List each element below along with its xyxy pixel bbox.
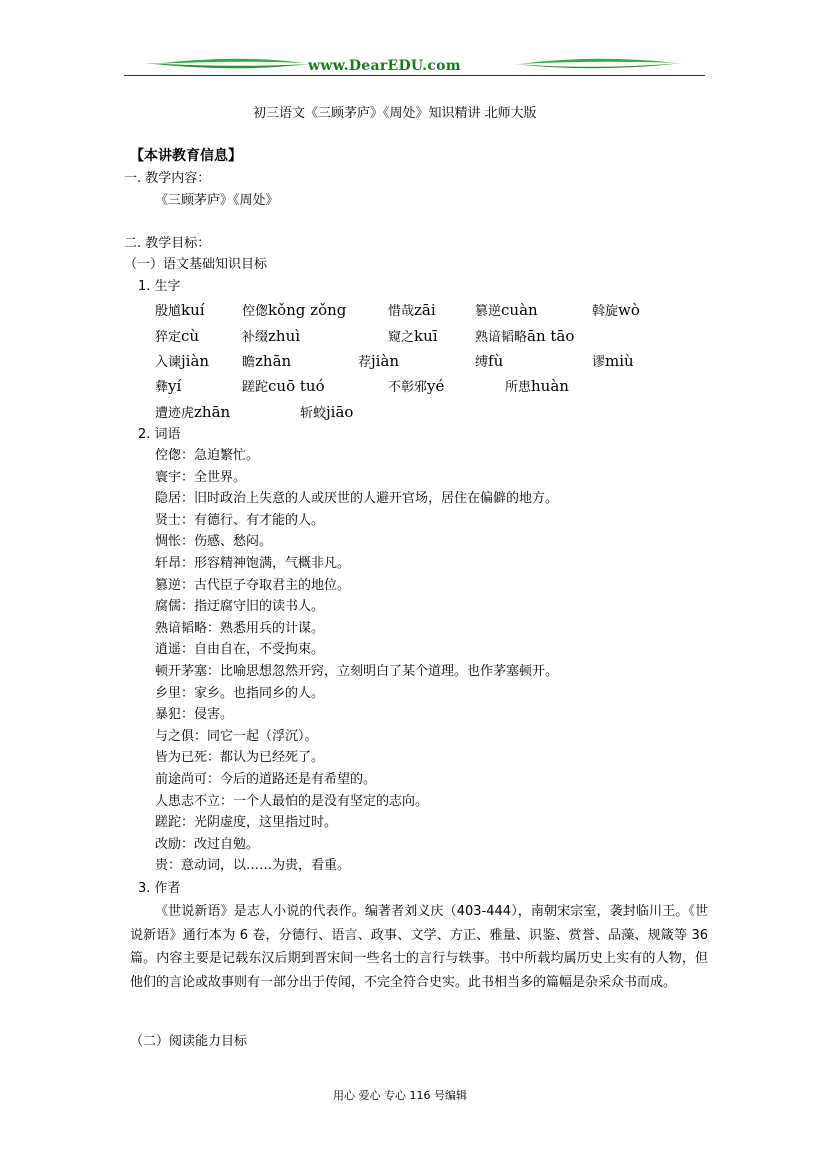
vocab-pinyin: ān tāo [527, 327, 575, 345]
vocab-pinyin: wò [618, 301, 640, 319]
vocab-hanzi: 谬 [592, 355, 606, 370]
page-footer: 用心 爱心 专心 116 号编辑 [333, 1089, 467, 1102]
vocab-pinyin: yí [168, 377, 182, 395]
term-item: 熟谙韬略：熟悉用兵的计谋。 [155, 620, 325, 636]
part1-content: 《三顾茅庐》《周处》 [155, 193, 279, 208]
vocab-item [155, 402, 230, 423]
vocab-item [242, 326, 300, 347]
vocab-hanzi: 彝 [155, 380, 169, 395]
term-item: 惆怅：伤感、愁闷。 [155, 534, 273, 550]
part2-sub1: （一）语文基础知识目标 [124, 257, 268, 272]
vocab-pinyin: zhān [194, 403, 231, 421]
term-item: 蹉跎：光阴虚度，这里指过时。 [155, 815, 338, 831]
term-item: 贤士：有德行、有才能的人。 [155, 512, 325, 528]
section-heading: 【本讲教育信息】 [130, 148, 242, 164]
vocab-pinyin: kǒng zǒng [268, 301, 347, 319]
vocab-pinyin: miù [605, 352, 634, 370]
vocab-hanzi: 所患 [505, 380, 532, 395]
term-item: 腐儒：指迂腐守旧的读书人。 [155, 599, 325, 615]
item1-heading: 1. 生字 [138, 279, 181, 294]
vocab-hanzi: 猝定 [155, 330, 182, 345]
term-item: 倥偬：急迫繁忙。 [155, 448, 260, 463]
vocab-item [155, 326, 199, 347]
vocab-hanzi: 瞻 [242, 355, 256, 370]
vocab-pinyin: zhān [255, 352, 292, 370]
vocab-hanzi: 熟谙韬略 [475, 330, 528, 345]
term-item: 皆为已死：都认为已经死了。 [155, 750, 325, 766]
vocab-hanzi: 不彰邪 [388, 380, 428, 395]
vocab-item [388, 326, 438, 347]
vocab-pinyin: cuō tuó [268, 377, 325, 395]
logo: www.DearEDU.com [308, 58, 461, 74]
term-item: 顿开茅塞：比喻思想忽然开窍，立刻明白了某个道理。也作茅塞顿开。 [155, 664, 559, 679]
vocab-hanzi: 荐 [358, 355, 372, 370]
vocab-item [505, 376, 569, 397]
term-item: 人患志不立：一个人最怕的是没有坚定的志向。 [155, 793, 429, 809]
vocab-hanzi: 窥之 [388, 330, 415, 345]
part2-heading: 二. 教学目标： [124, 236, 211, 251]
vocab-item [388, 376, 444, 397]
vocab-item [475, 351, 503, 372]
vocab-pinyin: cuàn [501, 301, 538, 319]
vocab-hanzi: 斡旋 [592, 304, 619, 319]
vocab-pinyin: jiàn [371, 352, 400, 370]
document-title: 初三语文《三顾茅庐》《周处》知识精讲 北师大版 [253, 106, 537, 121]
vocab-hanzi: 殷馗 [155, 304, 182, 319]
term-item: 暴犯：侵害。 [155, 707, 234, 723]
vocab-pinyin: yé [427, 377, 445, 395]
vocab-pinyin: huàn [531, 377, 569, 395]
term-item: 篡逆：古代臣子夺取君主的地位。 [155, 577, 351, 593]
vocab-item [300, 402, 353, 423]
vocab-hanzi: 补缀 [242, 330, 269, 345]
vocab-hanzi: 惜哉 [388, 304, 415, 319]
vocab-item [475, 300, 538, 321]
vocab-pinyin: zhuì [268, 327, 301, 345]
vocab-pinyin: jiāo [326, 403, 354, 421]
part1-heading: 一. 教学内容： [124, 171, 211, 186]
vocab-hanzi: 篡逆 [475, 304, 502, 319]
header-rule [124, 75, 705, 76]
vocab-item [592, 351, 634, 372]
term-item: 逍遥：自由自在，不受拘束。 [155, 642, 325, 658]
vocab-hanzi: 斩蛟 [300, 406, 327, 421]
vocab-hanzi: 缚 [475, 355, 489, 370]
vocab-pinyin: kuí [181, 301, 205, 319]
term-item: 与之俱：同它一起（浮沉）。 [155, 728, 318, 744]
vocab-item [242, 351, 291, 372]
vocab-pinyin: jiàn [181, 352, 210, 370]
author-paragraph: 《世说新语》是志人小说的代表作。编著者刘义庆（403-444），南朝宋宗室，袭封临川王。《世说新语》通行本为 6 卷，分德行、语言、政事、文学、方正、雅量、识鉴、赏誉、品藻、规箴等 36 篇。内容主要是记载东汉后期到晋宋间一些名士的言行与轶事。书中所载均属历史上实有的人物，但他们的言论或故事则有一部分出于传闻，不完全符合史实。此书相当多的篇幅是杂采众书而成。 [130, 904, 708, 990]
vocab-item [155, 300, 205, 321]
vocab-item [242, 376, 325, 397]
part2-sub2: （二）阅读能力目标 [130, 1034, 248, 1049]
vocab-pinyin: cù [181, 327, 200, 345]
term-item: 轩昂：形容精神饱满，气概非凡。 [155, 556, 351, 571]
vocab-item [358, 351, 399, 372]
vocab-item [475, 326, 574, 347]
vocab-item [155, 351, 209, 372]
vocab-pinyin: fù [488, 352, 504, 370]
vocab-pinyin: zāi [414, 301, 436, 319]
term-item: 贵：意动词，以……为贵，看重。 [155, 858, 351, 874]
vocab-item [592, 300, 640, 321]
vocab-pinyin: kuī [414, 327, 438, 345]
term-item: 寰宇：全世界。 [155, 469, 247, 485]
vocab-item [388, 300, 436, 321]
vocab-hanzi: 入谏 [155, 355, 182, 370]
item3-heading: 3. 作者 [138, 881, 181, 896]
vocab-hanzi: 蹉跎 [242, 380, 269, 395]
term-item: 前途尚可：今后的道路还是有希望的。 [155, 772, 377, 787]
term-item: 隐居：旧时政治上失意的人或厌世的人避开官场，居住在偏僻的地方。 [155, 491, 559, 507]
vocab-item [242, 300, 346, 321]
vocab-hanzi: 倥偬 [242, 304, 269, 319]
vocab-item [155, 376, 181, 397]
term-item: 改励：改过自勉。 [155, 836, 260, 852]
item2-heading: 2. 词语 [138, 427, 181, 442]
term-item: 乡里：家乡。也指同乡的人。 [155, 685, 325, 701]
vocab-hanzi: 遭迹虎 [155, 406, 195, 421]
